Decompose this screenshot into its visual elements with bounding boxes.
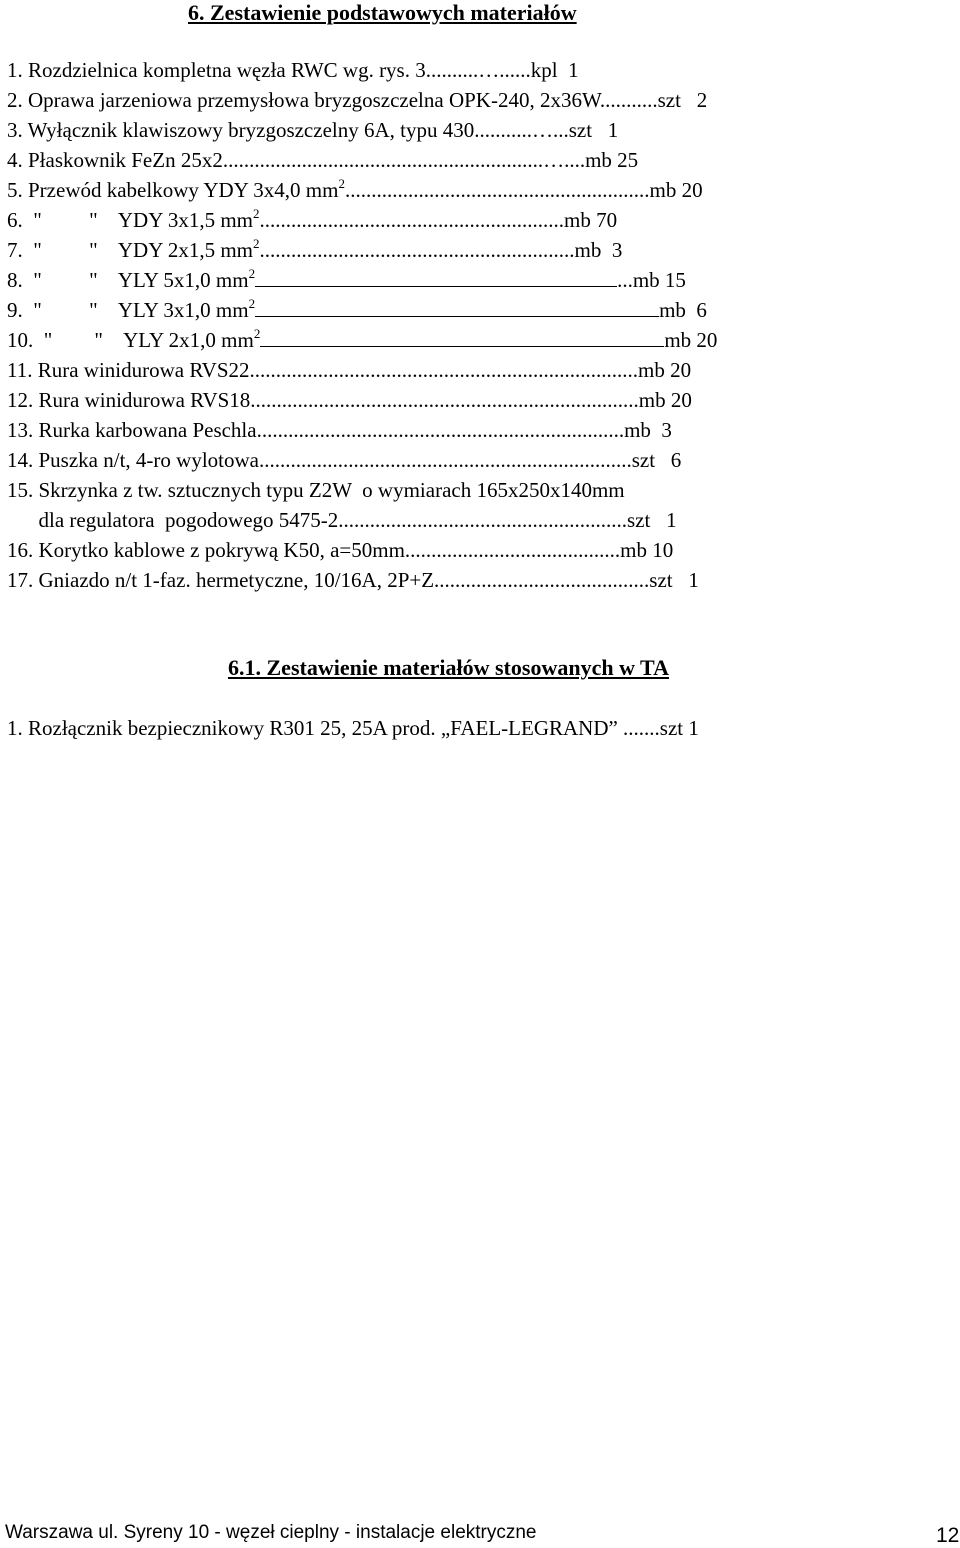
item-text: 6. " " YDY 3x1,5 mm	[7, 208, 254, 232]
list-item	[7, 148, 638, 172]
leader-line	[255, 269, 617, 287]
item-text: 12. Rura winidurowa RVS18..........................................................................mb 20	[7, 388, 692, 412]
item-text: 8. " " YLY 5x1,0 mm	[7, 268, 249, 292]
ta-list-item	[7, 716, 699, 740]
list-item	[7, 448, 681, 472]
list-item	[7, 418, 672, 442]
item-text: 17. Gniazdo n/t 1-faz. hermetyczne, 10/16A, 2P+Z.........................................szt 1	[7, 568, 699, 592]
leader-line	[260, 329, 664, 347]
list-item	[7, 268, 686, 292]
item-text: 3. Wyłącznik klawiszowy bryzgoszczelny 6A, typu 430...........…...szt 1	[7, 118, 619, 142]
list-item	[7, 118, 618, 142]
list-item	[7, 358, 691, 382]
superscript: 2	[253, 326, 261, 341]
item-text: 1. Rozdzielnica kompletna węzła RWC wg. rys. 3..........…......kpl 1	[7, 58, 579, 82]
item-text: 1. Rozłącznik bezpiecznikowy R301 25, 25A prod. „FAEL-LEGRAND” .......szt 1	[7, 716, 699, 740]
list-item	[7, 508, 677, 532]
page-number: 12	[936, 1524, 960, 1547]
item-text: 4. Płaskownik FeZn 25x2.............................................................…....mb 25	[7, 148, 639, 172]
section-title: 6. Zestawienie podstawowych materiałów	[188, 0, 577, 25]
list-item	[7, 238, 622, 262]
item-text: 15. Skrzynka z tw. sztucznych typu Z2W o wymiarach 165x250x140mm	[7, 478, 625, 502]
superscript: 2	[248, 296, 256, 311]
item-text: 14. Puszka n/t, 4-ro wylotowa.......................................................................szt 6	[7, 448, 682, 472]
footer-text: Warszawa ul. Syreny 10 - węzeł cieplny - instalacje elektryczne	[5, 1522, 537, 1543]
superscript: 2	[248, 266, 256, 281]
item-quantity: mb 6	[659, 298, 707, 322]
leader-line	[255, 299, 659, 317]
superscript: 2	[253, 236, 260, 251]
item-quantity: ..........................................................mb 20	[344, 178, 703, 202]
item-text: dla regulatora pogodowego 5475-2.......................................................szt 1	[7, 508, 677, 532]
item-quantity: ...mb 15	[617, 268, 686, 292]
item-text: 5. Przewód kabelkowy YDY 3x4,0 mm	[7, 178, 339, 202]
item-quantity: ............................................................mb 3	[259, 238, 623, 262]
list-item	[7, 328, 717, 352]
item-text: 7. " " YDY 2x1,5 mm	[7, 238, 254, 262]
item-text: 16. Korytko kablowe z pokrywą K50, a=50mm.........................................mb 10	[7, 538, 674, 562]
item-text: 2. Oprawa jarzeniowa przemysłowa bryzgoszczelna OPK-240, 2x36W...........szt 2	[7, 88, 708, 112]
item-text: 11. Rura winidurowa RVS22..........................................................................mb 20	[7, 358, 692, 382]
superscript: 2	[338, 176, 345, 191]
list-item	[7, 88, 707, 112]
subsection-title: 6.1. Zestawienie materiałów stosowanych w TA	[228, 655, 669, 680]
list-item	[7, 538, 673, 562]
list-item	[7, 298, 707, 322]
list-item	[7, 58, 579, 82]
item-text: 9. " " YLY 3x1,0 mm	[7, 298, 249, 322]
item-quantity: mb 20	[664, 328, 718, 352]
list-item	[7, 568, 699, 592]
list-item	[7, 178, 703, 202]
superscript: 2	[253, 206, 260, 221]
list-item	[7, 388, 692, 412]
item-text: 10. " " YLY 2x1,0 mm	[7, 328, 254, 352]
list-item	[7, 478, 625, 502]
item-quantity: ..........................................................mb 70	[259, 208, 618, 232]
list-item	[7, 208, 617, 232]
item-text: 13. Rurka karbowana Peschla......................................................................mb 3	[7, 418, 672, 442]
